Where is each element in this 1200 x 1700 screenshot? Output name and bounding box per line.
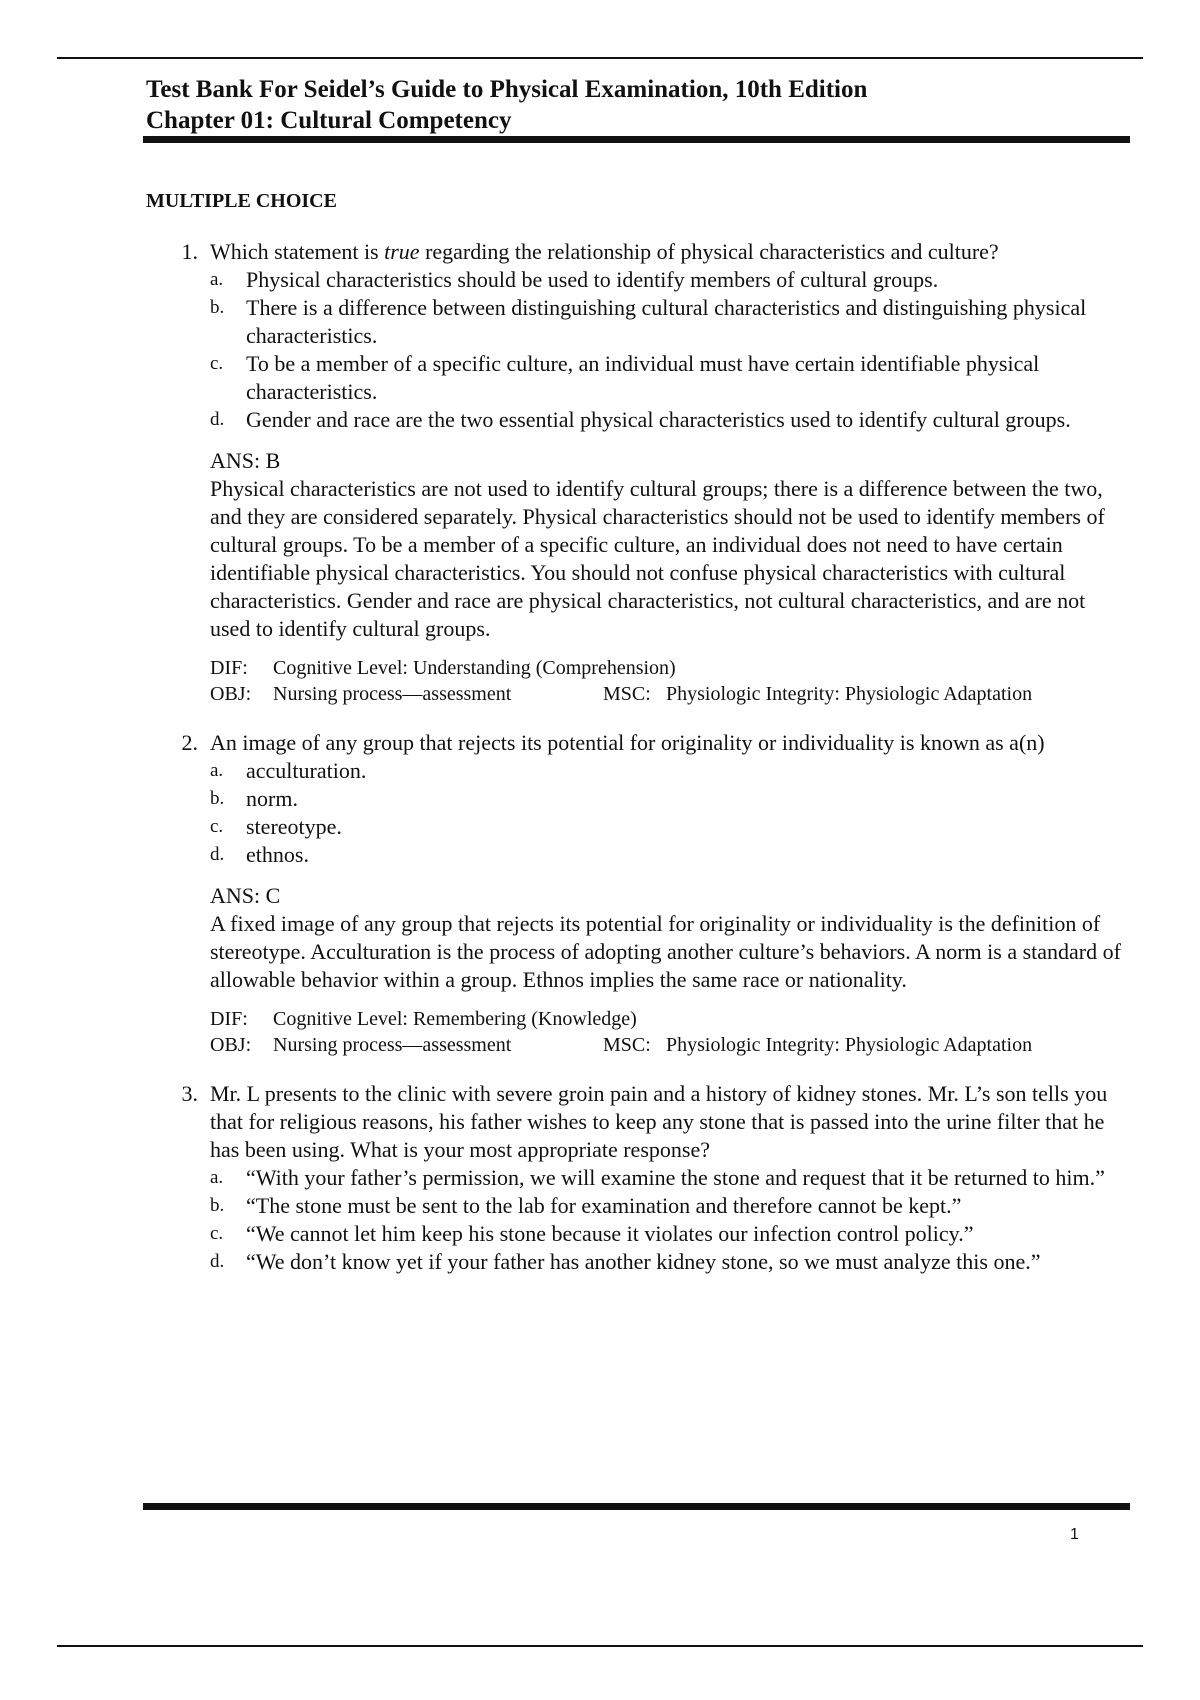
dif-label: DIF: [210,1008,248,1030]
question-number: 2. [181,730,198,755]
question-number: 3. [181,1081,198,1106]
emphasis-text: true [384,239,420,264]
option-a: a. Physical characteristics should be used to identify members of cultural groups. [210,267,939,292]
difficulty: Cognitive Level: Remembering (Knowledge) [273,1008,637,1030]
question-3 [146,1080,1126,1276]
question-metadata [210,1006,1126,1058]
top-rule [57,57,1143,59]
objective: Nursing process—assessment [273,1034,512,1056]
document-header [146,74,1136,136]
question-1 [146,238,1126,707]
answer-key: ANS: B [210,448,281,473]
option-c: c. “We cannot let him keep his stone because it violates our infection control policy.” [210,1221,974,1246]
option-c: c. stereotype. [210,814,342,839]
obj-label: OBJ: [210,683,252,705]
answer-key: ANS: C [210,883,281,908]
question-list [146,238,1126,1298]
option-a: a. acculturation. [210,758,367,783]
option-b: b. “The stone must be sent to the lab for examination and therefore cannot be kept.” [210,1193,962,1218]
bottom-rule [57,1645,1143,1647]
document-title: Test Bank For Seidel’s Guide to Physical Examination, 10th Edition [146,76,868,103]
page-number: 1 [1070,1526,1079,1543]
option-b: b. There is a difference between distinguishing cultural characteristics and distinguishing physical characteristics. [210,295,1087,348]
option-c: c. To be a member of a specific culture, an individual must have certain identifiable physical characteristics. [210,351,1040,404]
msc-category: Physiologic Integrity: Physiologic Adaptation [666,683,1033,705]
dif-label: DIF: [210,657,248,679]
question-number: 1. [181,239,198,264]
msc-category: Physiologic Integrity: Physiologic Adaptation [666,1034,1033,1056]
msc-label: MSC: [603,683,651,705]
question-2 [146,729,1126,1058]
option-d: d. Gender and race are the two essential physical characteristics used to identify cultural groups. [210,407,1071,432]
option-d: d. ethnos. [210,842,309,867]
chapter-title: Chapter 01: Cultural Competency [146,107,512,134]
question-stem: Mr. L presents to the clinic with severe groin pain and a history of kidney stones. Mr. L’s son tells you that for religious reasons, his father wishes to keep any stone that is passed into the urine filter that he has been using. What is your most appropriate response? [210,1081,1108,1162]
rationale: A fixed image of any group that rejects its potential for originality or individuality is the definition of stereotype. Acculturation is the process of adopting another culture’s behaviors. A norm is a standard of allowable behavior within a group. Ethnos implies the same race or nationality. [210,911,1121,992]
objective: Nursing process—assessment [273,683,512,705]
question-stem: An image of any group that rejects its potential for originality or individuality is known as a(n) [210,730,1045,755]
section-heading: MULTIPLE CHOICE [146,190,337,212]
question-stem: Which statement is true regarding the relationship of physical characteristics and culture? [210,239,999,264]
msc-label: MSC: [603,1034,651,1056]
question-metadata [210,655,1126,707]
difficulty: Cognitive Level: Understanding (Comprehension) [273,657,676,679]
option-a: a. “With your father’s permission, we will examine the stone and request that it be returned to him.” [210,1165,1105,1190]
footer-divider [143,1503,1130,1510]
option-d: d. “We don’t know yet if your father has another kidney stone, so we must analyze this one.” [210,1249,1041,1274]
rationale: Physical characteristics are not used to identify cultural groups; there is a difference between the two, and they are considered separately. Physical characteristics should not be used to identify members of cultural groups. To be a member of a specific culture, an individual does not need to have certain identifiable physical characteristics. You should not confuse physical characteristics with cultural characteristics. Gender and race are physical characteristics, not cultural characteristics, and are not used to identify cultural groups. [210,476,1105,641]
option-b: b. norm. [210,786,298,811]
obj-label: OBJ: [210,1034,252,1056]
header-divider [143,136,1130,143]
